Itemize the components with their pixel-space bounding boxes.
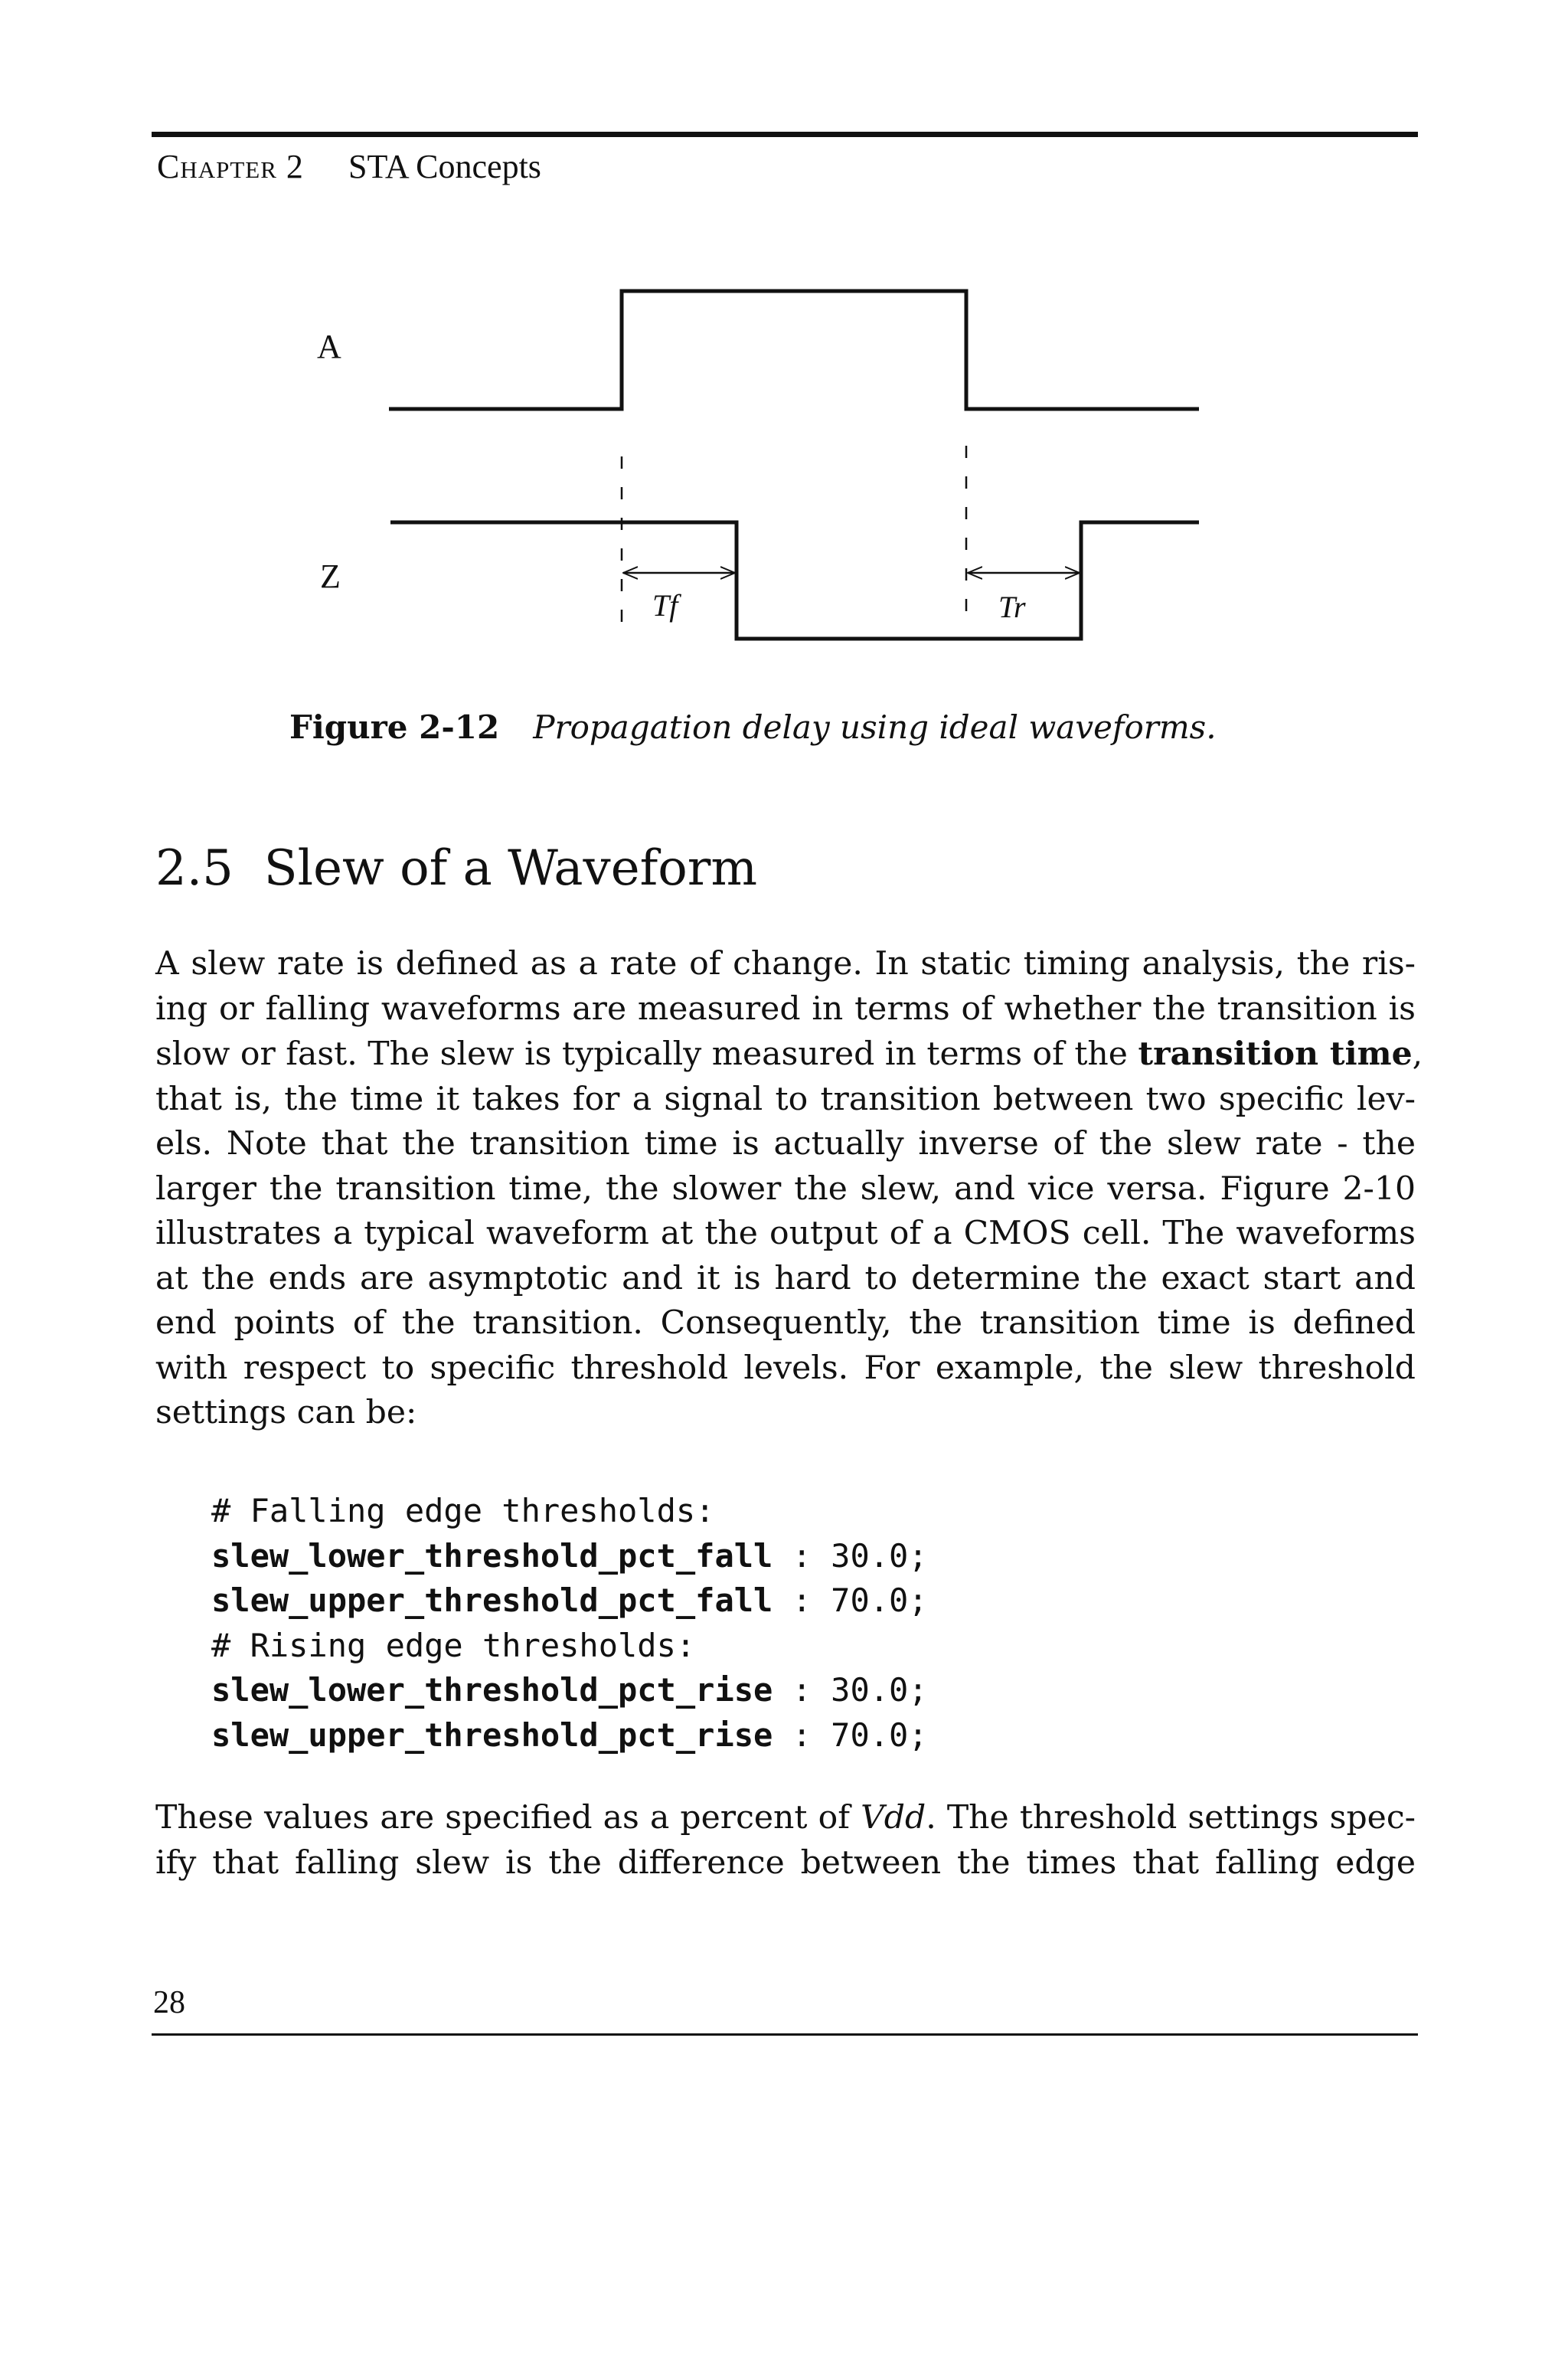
paragraph-line: end points of the transition. Consequently, the transition time is defined — [155, 1304, 1416, 1342]
paragraph-line: illustrates a typical waveform at the output of a CMOS cell. The waveforms — [155, 1215, 1416, 1252]
signal-z-label: Z — [320, 558, 341, 595]
italic-term: Vdd — [861, 1799, 926, 1837]
rise-delay-label: Tr — [998, 590, 1026, 624]
text-run: , — [1412, 1035, 1423, 1073]
code-comment: # Rising edge thresholds: — [211, 1626, 696, 1664]
paragraph-line: ing or falling waveforms are measured in terms of whether the transition is — [155, 989, 1416, 1028]
code-key: slew_lower_threshold_pct_fall — [211, 1536, 773, 1575]
code-key: slew_lower_threshold_pct_rise — [211, 1671, 773, 1709]
code-value: : 30.0; — [773, 1536, 928, 1575]
bold-term: transition time — [1138, 1035, 1413, 1073]
paragraph-line: larger the transition time, the slower the slew, and vice versa. Figure 2-10 — [155, 1169, 1416, 1208]
paragraph-line: that is, the time it takes for a signal to transition between two specific lev- — [155, 1080, 1416, 1118]
paragraph-line: with respect to specific threshold levels. For example, the slew threshold — [155, 1349, 1416, 1387]
code-value: : 30.0; — [773, 1671, 928, 1709]
signal-a-label: A — [317, 328, 341, 365]
chapter-label: Chapter 2 — [157, 148, 304, 185]
chapter-title: STA Concepts — [348, 148, 541, 185]
body-paragraph-2 — [155, 1796, 1416, 1886]
code-comment: # Falling edge thresholds: — [211, 1492, 715, 1529]
code-value: : 70.0; — [773, 1716, 928, 1754]
section-heading — [155, 838, 757, 899]
footer-rule — [152, 2033, 1418, 2036]
body-paragraph-1 — [155, 942, 1423, 1436]
text-run: slow or fast. The slew is typically measured in terms of the — [155, 1035, 1138, 1073]
fall-delay-label: Tf — [652, 588, 678, 623]
paragraph-line — [155, 1032, 1423, 1078]
caption-number: Figure 2-12 — [289, 708, 500, 746]
paragraph-line — [155, 1796, 1416, 1841]
paragraph-line: settings can be: — [155, 1394, 417, 1431]
section-title: Slew of a Waveform — [263, 840, 758, 897]
code-block — [211, 1489, 928, 1758]
paragraph-line: ify that falling slew is the difference between the times that falling edge — [155, 1843, 1416, 1882]
waveform-z — [390, 522, 1199, 639]
code-key: slew_upper_threshold_pct_fall — [211, 1582, 773, 1619]
text-run: . The threshold settings spec- — [926, 1799, 1416, 1837]
code-value: : 70.0; — [773, 1582, 928, 1619]
page-number: 28 — [153, 1985, 185, 2020]
paragraph-line: at the ends are asymptotic and it is hard to determine the exact start and — [155, 1259, 1416, 1297]
code-key: slew_upper_threshold_pct_rise — [211, 1716, 773, 1754]
text-run: These values are specified as a percent of — [155, 1799, 861, 1837]
section-number: 2.5 — [155, 840, 234, 897]
paragraph-line: A slew rate is defined as a rate of change. In static timing analysis, the ris- — [155, 945, 1416, 983]
caption-text: Propagation delay using ideal waveforms. — [533, 708, 1217, 746]
waveform-a — [389, 291, 1199, 409]
paragraph-line: els. Note that the transition time is actually inverse of the slew rate - the — [155, 1125, 1416, 1163]
figure-caption — [289, 706, 1217, 749]
waveform-figure — [0, 0, 1568, 689]
